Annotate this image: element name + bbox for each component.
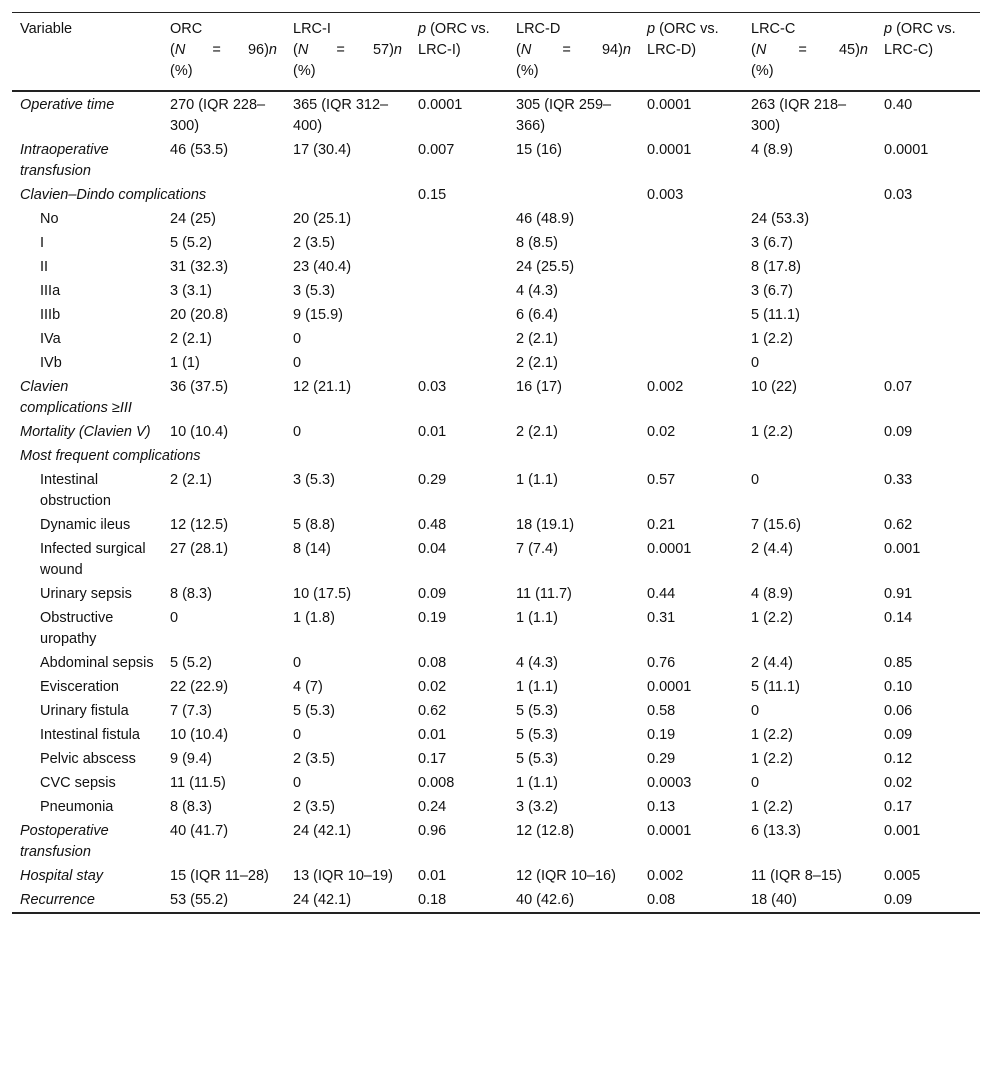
cell-p-orc-vs-lrc-c: 0.0001 <box>884 142 929 158</box>
cell-p-orc-vs-lrc-d: 0.76 <box>647 655 676 671</box>
cell-p-orc-vs-lrc-d: 0.19 <box>647 727 676 743</box>
cell-lrc-i: 17 (30.4) <box>293 142 352 158</box>
cell-orc: 10 (10.4) <box>170 727 229 743</box>
row-label-text: IIIb <box>40 307 61 323</box>
table-row <box>12 747 980 771</box>
table-row <box>12 699 980 723</box>
header-lrc-c: LRC-C (N = 45)n (%) <box>751 21 868 79</box>
table-row <box>12 513 980 537</box>
row-label-text: Intestinal fistula <box>40 727 140 743</box>
cell-lrc-c: 7 (15.6) <box>751 517 801 533</box>
cell-p-orc-vs-lrc-c: 0.07 <box>884 379 913 395</box>
cell-p-orc-vs-lrc-i: 0.62 <box>418 703 447 719</box>
table-row <box>12 327 980 351</box>
cell-lrc-i: 20 (25.1) <box>293 211 352 227</box>
cell-lrc-d: 5 (5.3) <box>516 727 558 743</box>
cell-lrc-c: 0 <box>751 355 760 371</box>
cell-orc: 7 (7.3) <box>170 703 212 719</box>
cell-p-orc-vs-lrc-i: 0.96 <box>418 823 447 839</box>
cell-p-orc-vs-lrc-d: 0.002 <box>647 379 684 395</box>
row-label <box>12 582 162 606</box>
cell-lrc-d: 1 (1.1) <box>516 472 558 488</box>
cell-lrc-c: 4 (8.9) <box>751 142 793 158</box>
table-row <box>12 888 980 913</box>
cell-lrc-c: 5 (11.1) <box>751 679 800 695</box>
cell-lrc-d: 18 (19.1) <box>516 517 575 533</box>
table-row <box>12 723 980 747</box>
cell-p-orc-vs-lrc-c: 0.33 <box>884 472 913 488</box>
cell-p-orc-vs-lrc-d: 0.0001 <box>647 541 692 557</box>
row-label-text: Evisceration <box>40 679 119 695</box>
row-label-text: Pelvic abscess <box>40 751 136 767</box>
cell-lrc-c: 5 (11.1) <box>751 307 800 323</box>
cell-lrc-d: 16 (17) <box>516 379 562 395</box>
row-label-text: CVC sepsis <box>40 775 116 791</box>
header-orc: ORC (N = 96)n (%) <box>170 21 277 79</box>
cell-lrc-i: 2 (3.5) <box>293 799 335 815</box>
cell-lrc-c <box>743 444 876 468</box>
table-header <box>12 13 980 92</box>
cell-lrc-d <box>508 183 639 207</box>
cell-orc: 10 (10.4) <box>170 424 229 440</box>
cell-lrc-c: 0 <box>751 775 760 791</box>
cell-lrc-i: 1 (1.8) <box>293 610 335 626</box>
cell-p-orc-vs-lrc-i <box>410 279 508 303</box>
row-label-text: Urinary sepsis <box>40 586 132 602</box>
cell-p-orc-vs-lrc-i: 0.08 <box>418 655 447 671</box>
cell-lrc-d: 5 (5.3) <box>516 751 558 767</box>
cell-p-orc-vs-lrc-c: 0.06 <box>884 703 913 719</box>
cell-p-orc-vs-lrc-c <box>876 255 980 279</box>
cell-p-orc-vs-lrc-d <box>639 279 743 303</box>
cell-p-orc-vs-lrc-c <box>876 444 980 468</box>
cell-p-orc-vs-lrc-i <box>410 303 508 327</box>
cell-p-orc-vs-lrc-c: 0.91 <box>884 586 913 602</box>
cell-p-orc-vs-lrc-c <box>876 327 980 351</box>
cell-lrc-d: 305 (IQR 259–366) <box>516 97 612 134</box>
cell-p-orc-vs-lrc-i <box>410 255 508 279</box>
table-row <box>12 864 980 888</box>
cell-p-orc-vs-lrc-d: 0.21 <box>647 517 676 533</box>
cell-orc: 40 (41.7) <box>170 823 229 839</box>
cell-lrc-i: 5 (8.8) <box>293 517 335 533</box>
cell-lrc-i: 23 (40.4) <box>293 259 352 275</box>
cell-lrc-d: 4 (4.3) <box>516 655 558 671</box>
row-label-text: IIIa <box>40 283 61 299</box>
cell-orc: 46 (53.5) <box>170 142 229 158</box>
cell-p-orc-vs-lrc-c: 0.62 <box>884 517 913 533</box>
cell-p-orc-vs-lrc-d: 0.29 <box>647 751 676 767</box>
cell-lrc-c: 3 (6.7) <box>751 235 793 251</box>
cell-orc: 0 <box>170 610 179 626</box>
cell-lrc-i: 0 <box>293 655 302 671</box>
row-label <box>12 606 162 651</box>
cell-orc: 20 (20.8) <box>170 307 229 323</box>
cell-lrc-c: 4 (8.9) <box>751 586 793 602</box>
cell-p-orc-vs-lrc-c: 0.12 <box>884 751 913 767</box>
cell-p-orc-vs-lrc-i: 0.24 <box>418 799 447 815</box>
row-label <box>12 513 162 537</box>
cell-lrc-d: 2 (2.1) <box>516 424 558 440</box>
cell-lrc-d: 2 (2.1) <box>516 355 558 371</box>
cell-lrc-d: 1 (1.1) <box>516 775 558 791</box>
cell-p-orc-vs-lrc-d <box>639 444 743 468</box>
cell-lrc-d: 6 (6.4) <box>516 307 558 323</box>
cell-p-orc-vs-lrc-i: 0.09 <box>418 586 447 602</box>
cell-p-orc-vs-lrc-d: 0.0001 <box>647 679 692 695</box>
cell-orc: 5 (5.2) <box>170 235 212 251</box>
cell-lrc-i: 9 (15.9) <box>293 307 343 323</box>
cell-orc: 12 (12.5) <box>170 517 229 533</box>
cell-p-orc-vs-lrc-c: 0.14 <box>884 610 913 626</box>
cell-lrc-i: 0 <box>293 424 302 440</box>
cell-lrc-i: 10 (17.5) <box>293 586 352 602</box>
row-label <box>12 303 162 327</box>
cell-p-orc-vs-lrc-i: 0.48 <box>418 517 447 533</box>
cell-lrc-i: 5 (5.3) <box>293 703 335 719</box>
row-label <box>12 699 162 723</box>
cell-p-orc-vs-lrc-i: 0.01 <box>418 727 447 743</box>
row-label-text: Dynamic ileus <box>40 517 131 533</box>
cell-p-orc-vs-lrc-d: 0.0001 <box>647 823 692 839</box>
cell-lrc-d: 12 (12.8) <box>516 823 575 839</box>
cell-p-orc-vs-lrc-i <box>410 327 508 351</box>
cell-lrc-i: 4 (7) <box>293 679 323 695</box>
cell-lrc-i: 3 (5.3) <box>293 472 335 488</box>
cell-lrc-c: 11 (IQR 8–15) <box>751 868 842 884</box>
cell-p-orc-vs-lrc-d: 0.44 <box>647 586 676 602</box>
cell-lrc-d: 8 (8.5) <box>516 235 558 251</box>
row-label <box>12 675 162 699</box>
header-variable: Variable <box>20 21 73 37</box>
table-row <box>12 819 980 864</box>
row-label: Hospital stay <box>20 868 104 884</box>
cell-p-orc-vs-lrc-i: 0.19 <box>418 610 447 626</box>
cell-lrc-d: 1 (1.1) <box>516 679 558 695</box>
cell-orc: 270 (IQR 228–300) <box>170 97 266 134</box>
table-row <box>12 351 980 375</box>
cell-orc: 27 (28.1) <box>170 541 229 557</box>
row-label: Recurrence <box>20 892 95 908</box>
row-label <box>12 351 162 375</box>
cell-p-orc-vs-lrc-d: 0.13 <box>647 799 676 815</box>
table-row <box>12 795 980 819</box>
cell-lrc-i: 0 <box>293 775 302 791</box>
table-row <box>12 375 980 420</box>
cell-p-orc-vs-lrc-c: 0.001 <box>884 541 921 557</box>
row-label-text: II <box>40 259 49 275</box>
cell-p-orc-vs-lrc-i <box>410 207 508 231</box>
cell-p-orc-vs-lrc-d: 0.57 <box>647 472 676 488</box>
cell-lrc-d: 12 (IQR 10–16) <box>516 868 616 884</box>
cell-lrc-d: 2 (2.1) <box>516 331 558 347</box>
cell-p-orc-vs-lrc-c <box>876 231 980 255</box>
cell-p-orc-vs-lrc-i: 0.17 <box>418 751 447 767</box>
cell-p-orc-vs-lrc-i: 0.04 <box>418 541 447 557</box>
cell-orc: 3 (3.1) <box>170 283 212 299</box>
cell-orc: 9 (9.4) <box>170 751 212 767</box>
table-row <box>12 138 980 183</box>
cell-lrc-i: 0 <box>293 727 302 743</box>
table-row <box>12 537 980 582</box>
cell-p-orc-vs-lrc-d: 0.08 <box>647 892 676 908</box>
cell-p-orc-vs-lrc-d <box>639 207 743 231</box>
cell-lrc-d: 5 (5.3) <box>516 703 558 719</box>
cell-lrc-i: 0 <box>293 355 302 371</box>
cell-p-orc-vs-lrc-i <box>410 444 508 468</box>
cell-orc: 2 (2.1) <box>170 472 212 488</box>
row-label <box>12 279 162 303</box>
header-p-orc-vs-lrc-d: p (ORC vs. LRC-D) <box>647 21 719 58</box>
table-row <box>12 444 980 468</box>
header-p-orc-vs-lrc-i: p (ORC vs. LRC-I) <box>418 21 490 58</box>
row-label: Clavien–Dindo complications <box>20 187 207 203</box>
cell-orc: 31 (32.3) <box>170 259 229 275</box>
cell-p-orc-vs-lrc-i: 0.15 <box>418 187 447 203</box>
table-row <box>12 279 980 303</box>
table-row <box>12 468 980 513</box>
cell-lrc-c: 1 (2.2) <box>751 727 793 743</box>
cell-lrc-i: 24 (42.1) <box>293 892 352 908</box>
header-row <box>12 13 980 92</box>
cell-p-orc-vs-lrc-d: 0.0003 <box>647 775 692 791</box>
cell-p-orc-vs-lrc-d <box>639 351 743 375</box>
cell-lrc-i: 12 (21.1) <box>293 379 352 395</box>
table-row <box>12 651 980 675</box>
cell-lrc-i: 2 (3.5) <box>293 751 335 767</box>
row-label: Intraoperative transfusion <box>20 142 109 179</box>
cell-orc: 8 (8.3) <box>170 586 212 602</box>
row-label <box>12 255 162 279</box>
cell-lrc-d: 11 (11.7) <box>516 586 572 602</box>
cell-lrc-d: 40 (42.6) <box>516 892 575 908</box>
cell-p-orc-vs-lrc-c <box>876 351 980 375</box>
cell-p-orc-vs-lrc-i: 0.01 <box>418 424 447 440</box>
cell-p-orc-vs-lrc-c <box>876 303 980 327</box>
table-row <box>12 675 980 699</box>
row-label <box>12 795 162 819</box>
cell-lrc-c <box>743 183 876 207</box>
cell-lrc-c: 2 (4.4) <box>751 655 793 671</box>
cell-orc: 53 (55.2) <box>170 892 229 908</box>
row-label: Operative time <box>20 97 115 113</box>
table-row <box>12 303 980 327</box>
row-label <box>12 231 162 255</box>
cell-lrc-c: 8 (17.8) <box>751 259 801 275</box>
cell-lrc-c: 1 (2.2) <box>751 331 793 347</box>
cell-p-orc-vs-lrc-d <box>639 303 743 327</box>
cell-lrc-d: 24 (25.5) <box>516 259 575 275</box>
cell-p-orc-vs-lrc-c: 0.17 <box>884 799 913 815</box>
cell-orc: 2 (2.1) <box>170 331 212 347</box>
cell-lrc-c: 1 (2.2) <box>751 799 793 815</box>
cell-p-orc-vs-lrc-i: 0.0001 <box>418 97 463 113</box>
table-row <box>12 771 980 795</box>
row-label-text: Urinary fistula <box>40 703 129 719</box>
cell-p-orc-vs-lrc-i <box>410 231 508 255</box>
row-label: Mortality (Clavien V) <box>20 424 151 440</box>
cell-lrc-c: 263 (IQR 218–300) <box>751 97 847 134</box>
cell-p-orc-vs-lrc-d: 0.31 <box>647 610 676 626</box>
table-row <box>12 582 980 606</box>
cell-p-orc-vs-lrc-c: 0.09 <box>884 892 913 908</box>
cell-p-orc-vs-lrc-d: 0.002 <box>647 868 684 884</box>
table-row <box>12 420 980 444</box>
cell-p-orc-vs-lrc-c: 0.09 <box>884 424 913 440</box>
cell-lrc-d <box>508 444 639 468</box>
header-lrc-i: LRC-I (N = 57)n (%) <box>293 21 402 79</box>
table-row <box>12 183 980 207</box>
row-label-text: Obstructive uropathy <box>40 610 114 647</box>
cell-p-orc-vs-lrc-c: 0.09 <box>884 727 913 743</box>
row-label-text: Intestinal obstruction <box>40 472 111 509</box>
row-label <box>12 747 162 771</box>
cell-p-orc-vs-lrc-i: 0.03 <box>418 379 447 395</box>
cell-p-orc-vs-lrc-i: 0.18 <box>418 892 447 908</box>
cell-lrc-c: 2 (4.4) <box>751 541 793 557</box>
cell-p-orc-vs-lrc-c: 0.005 <box>884 868 921 884</box>
row-label <box>12 651 162 675</box>
cell-orc: 8 (8.3) <box>170 799 212 815</box>
cell-lrc-i: 8 (14) <box>293 541 331 557</box>
cell-lrc-i: 0 <box>293 331 302 347</box>
cell-lrc-c: 1 (2.2) <box>751 424 793 440</box>
cell-lrc-c: 0 <box>751 703 760 719</box>
row-label-text: I <box>40 235 45 251</box>
cell-p-orc-vs-lrc-i: 0.01 <box>418 868 447 884</box>
row-label-text: IVb <box>40 355 62 371</box>
header-p-orc-vs-lrc-c: p (ORC vs. LRC-C) <box>884 21 956 58</box>
cell-orc: 24 (25) <box>170 211 216 227</box>
table-row <box>12 91 980 138</box>
cell-p-orc-vs-lrc-d: 0.02 <box>647 424 676 440</box>
cell-p-orc-vs-lrc-i: 0.02 <box>418 679 447 695</box>
cell-p-orc-vs-lrc-c: 0.02 <box>884 775 913 791</box>
row-label-text: Infected surgical wound <box>40 541 146 578</box>
cell-orc: 22 (22.9) <box>170 679 229 695</box>
cell-lrc-d: 4 (4.3) <box>516 283 558 299</box>
row-label: Clavien complications ≥III <box>20 379 132 416</box>
table-row <box>12 231 980 255</box>
row-label <box>12 723 162 747</box>
cell-p-orc-vs-lrc-d: 0.0001 <box>647 142 692 158</box>
cell-p-orc-vs-lrc-c <box>876 279 980 303</box>
row-label <box>12 771 162 795</box>
cell-p-orc-vs-lrc-i: 0.29 <box>418 472 447 488</box>
cell-lrc-c: 3 (6.7) <box>751 283 793 299</box>
cell-p-orc-vs-lrc-d <box>639 255 743 279</box>
cell-lrc-d: 1 (1.1) <box>516 610 558 626</box>
cell-orc: 36 (37.5) <box>170 379 229 395</box>
cell-p-orc-vs-lrc-d: 0.58 <box>647 703 676 719</box>
cell-lrc-c: 0 <box>751 472 760 488</box>
row-label-text: Pneumonia <box>40 799 114 815</box>
cell-lrc-d: 3 (3.2) <box>516 799 558 815</box>
cell-p-orc-vs-lrc-d: 0.003 <box>647 187 684 203</box>
cell-p-orc-vs-lrc-c: 0.85 <box>884 655 913 671</box>
cell-p-orc-vs-lrc-i: 0.008 <box>418 775 455 791</box>
cell-lrc-c: 10 (22) <box>751 379 797 395</box>
table-row <box>12 606 980 651</box>
cell-orc: 15 (IQR 11–28) <box>170 868 269 884</box>
cell-orc: 5 (5.2) <box>170 655 212 671</box>
cell-lrc-i: 24 (42.1) <box>293 823 352 839</box>
header-lrc-d: LRC-D (N = 94)n (%) <box>516 21 631 79</box>
cell-lrc-i: 2 (3.5) <box>293 235 335 251</box>
table-row <box>12 207 980 231</box>
row-label <box>12 537 162 582</box>
cell-lrc-c: 1 (2.2) <box>751 751 793 767</box>
cell-p-orc-vs-lrc-i: 0.007 <box>418 142 455 158</box>
cell-p-orc-vs-lrc-c: 0.40 <box>884 97 913 113</box>
row-label: Most frequent complications <box>20 448 201 464</box>
cell-lrc-d: 46 (48.9) <box>516 211 575 227</box>
cell-p-orc-vs-lrc-c: 0.03 <box>884 187 913 203</box>
cell-lrc-c: 18 (40) <box>751 892 797 908</box>
table-row <box>12 255 980 279</box>
row-label-text: IVa <box>40 331 61 347</box>
cell-lrc-i: 3 (5.3) <box>293 283 335 299</box>
cell-p-orc-vs-lrc-c: 0.001 <box>884 823 921 839</box>
cell-p-orc-vs-lrc-d <box>639 231 743 255</box>
cell-lrc-c: 1 (2.2) <box>751 610 793 626</box>
row-label <box>12 468 162 513</box>
cell-orc: 11 (11.5) <box>170 775 226 791</box>
cell-lrc-c: 24 (53.3) <box>751 211 810 227</box>
cell-orc: 1 (1) <box>170 355 200 371</box>
cell-p-orc-vs-lrc-i <box>410 351 508 375</box>
cell-lrc-d: 7 (7.4) <box>516 541 558 557</box>
cell-p-orc-vs-lrc-c: 0.10 <box>884 679 913 695</box>
cell-p-orc-vs-lrc-d <box>639 327 743 351</box>
row-label <box>12 207 162 231</box>
cell-p-orc-vs-lrc-c <box>876 207 980 231</box>
cell-lrc-c: 6 (13.3) <box>751 823 801 839</box>
cell-lrc-i: 13 (IQR 10–19) <box>293 868 393 884</box>
cell-lrc-d: 15 (16) <box>516 142 562 158</box>
row-label-text: Abdominal sepsis <box>40 655 154 671</box>
row-label-text: No <box>40 211 59 227</box>
row-label: Postoperative transfusion <box>20 823 109 860</box>
results-table <box>12 12 980 914</box>
table-body <box>12 91 980 913</box>
cell-lrc-i: 365 (IQR 312–400) <box>293 97 389 134</box>
row-label <box>12 327 162 351</box>
cell-p-orc-vs-lrc-d: 0.0001 <box>647 97 692 113</box>
